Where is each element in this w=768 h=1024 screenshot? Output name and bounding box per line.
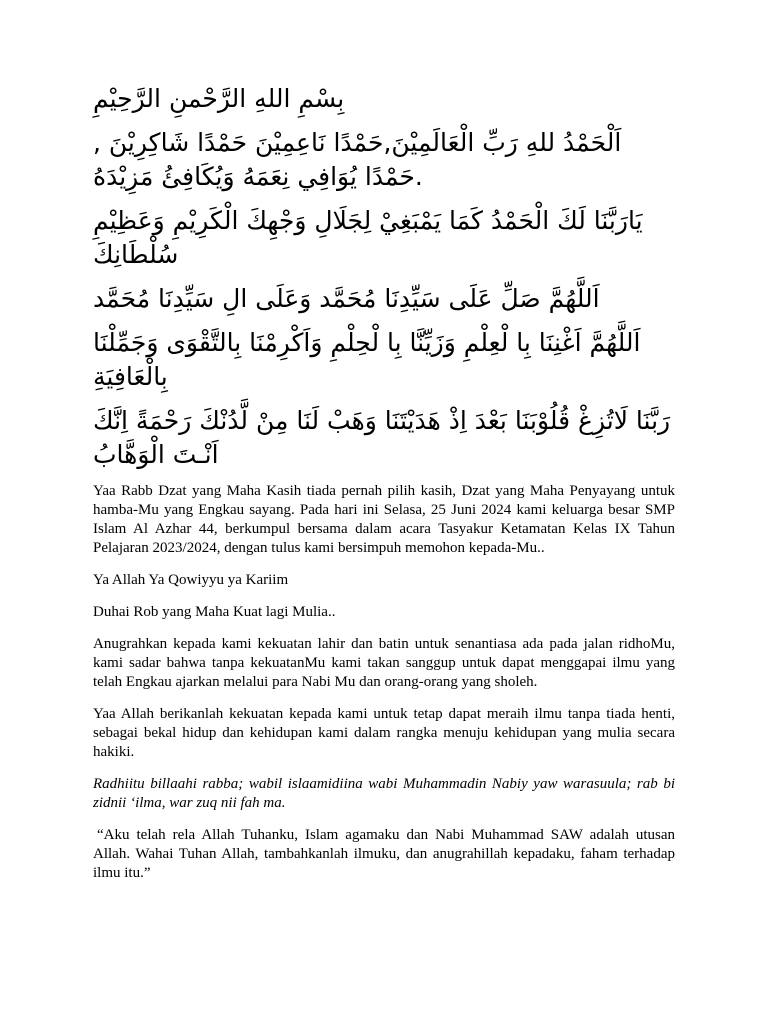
document-body [93, 82, 675, 896]
paragraph-opening: Yaa Rabb Dzat yang Maha Kasih tiada pernah pilih kasih, Dzat yang Maha Penyayang untuk hamba-Mu yang Engkau sayang. Pada hari ini Selasa, 25 Juni 2024 kami keluarga besar SMP Islam Al Azhar 44, berkumpul bersama dalam acara Tasyakur Ketamatan Kelas IX Tahun Pelajaran 2023/2024, dengan tulus kami bersimpuh memohon kepada-Mu.. [93, 483, 675, 556]
arabic-salawat: اَللَّهُمَّ صَلِّ عَلَى سَيِّدِنَا مُحَمَّد وَعَلَى الِ سَيِّدِنَا مُحَمَّد [93, 284, 600, 313]
arabic-basmalah: بِسْمِ اللهِ الرَّحْمنِ الرَّحِيْمِ [93, 84, 345, 113]
paragraph-address: Duhai Rob yang Maha Kuat lagi Mulia.. [93, 604, 336, 620]
transliteration-paragraph: Radhiitu billaahi rabba; wabil islaamidiina wabi Muhammadin Nabiy yaw warasuula; rab bi zidnii ‘ilma, war zuq nii fah ma. [93, 776, 675, 811]
translation-paragraph: “Aku telah rela Allah Tuhanku, Islam agamaku dan Nabi Muhammad SAW adalah utusan Allah. Wahai Tuhan Allah, tambahkanlah ilmuku, dan anugrahillah kepadaku, faham terhadap ilmu itu.” [93, 827, 675, 881]
arabic-praise: يَارَبَّنَا لَكَ الْحَمْدُ كَمَا يَمْبَغِيْ لِجَلَالِ وَجْهِكَ الْكَرِيْمِ وَعَظِيْمِ سُلْطَانِكَ [93, 206, 643, 269]
arabic-doa-rabbana: رَبَّنَا لَاتُزِغْ قُلُوْبَنَا بَعْدَ اِذْ هَدَيْتَنَا وَهَبْ لَنَا مِنْ لَّدُنْكَ رَحْمَةً اِنَّكَ اَنْـتَ الْوَهَّابُ [93, 406, 671, 469]
paragraph-invocation: Ya Allah Ya Qowiyyu ya Kariim [93, 572, 289, 588]
arabic-hamdalah: اَلْحَمْدُ للهِ رَبِّ الْعَالَمِيْنَ,حَمْدًا نَاعِمِيْنَ حَمْدًا شَاكِرِيْنَ , حَمْدًا يُوَافِي نِعَمَهُ وَيُكَافِئُ مَزِيْدَهُ. [93, 128, 622, 191]
arabic-prayer-section [93, 82, 675, 472]
indonesian-prayer-section [93, 482, 675, 883]
arabic-doa-ilmu: اَللَّهُمَّ اَغْنِنَا بِا لْعِلْمِ وَزَيِّنَّا بِا لْحِلْمِ وَاَكْرِمْنَا بِالتَّقْوَى وَجَمِّلْنَا بِالْعَافِيَةِ [93, 328, 641, 391]
paragraph-supplication-knowledge: Yaa Allah berikanlah kekuatan kepada kami untuk tetap dapat meraih ilmu tanpa tiada henti, sebagai bekal hidup dan kehidupan kami dalam rangka menuju kehidupan yang mulia secara hakiki. [93, 706, 675, 760]
paragraph-supplication-strength: Anugrahkan kepada kami kekuatan lahir dan batin untuk senantiasa ada pada jalan ridhoMu, kami sadar bahwa tanpa kekuatanMu kami takan sanggup untuk dapat menggapai ilmu yang telah Engkau ajarkan melalui para Nabi Mu dan orang-orang yang sholeh. [93, 636, 675, 690]
